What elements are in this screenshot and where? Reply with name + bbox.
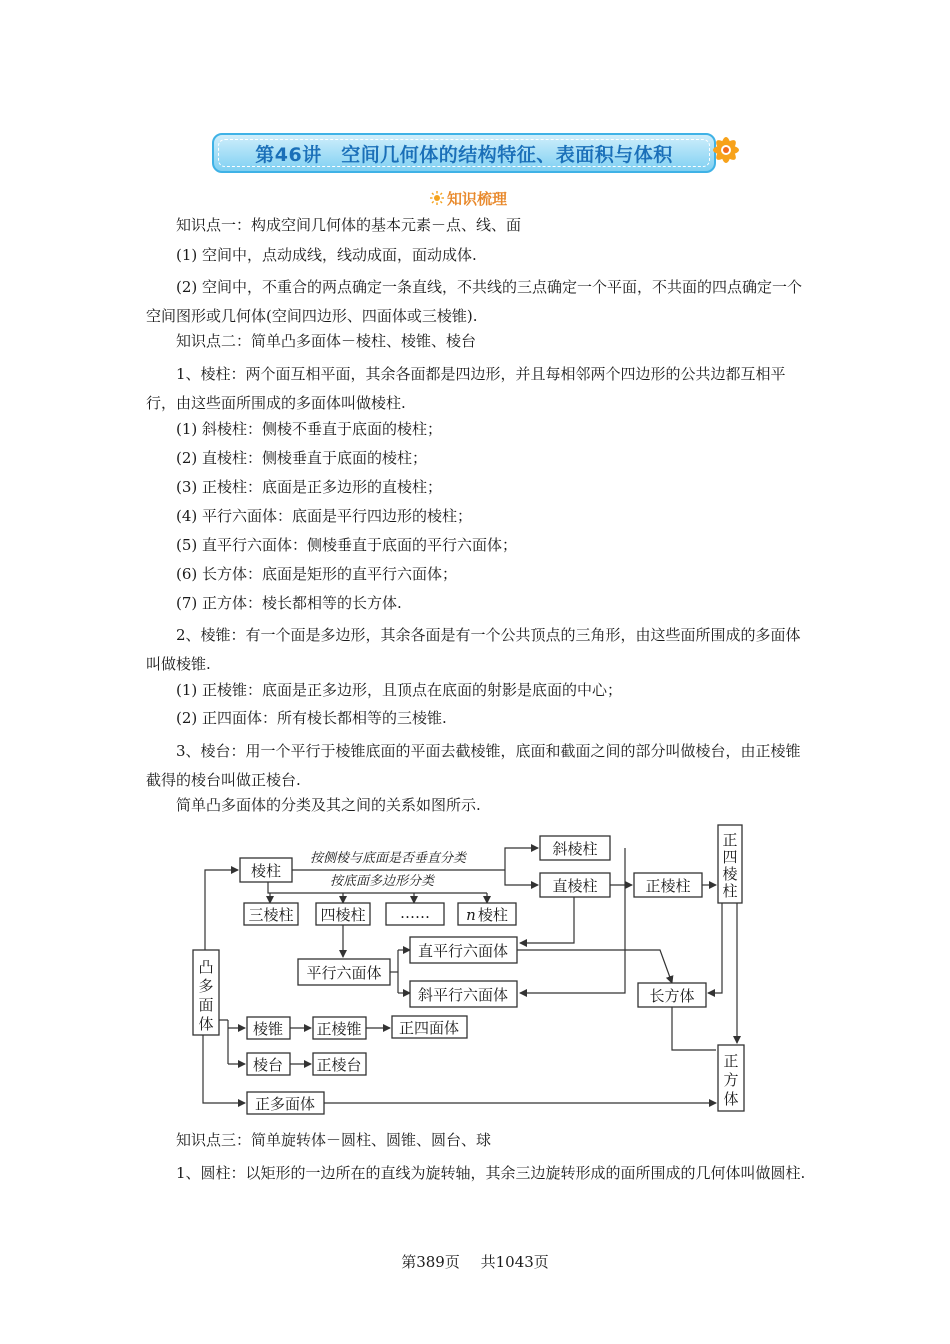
svg-text:正棱柱: 正棱柱 bbox=[645, 877, 691, 895]
node-regular-tetrahedron bbox=[392, 1016, 467, 1038]
node-prism bbox=[240, 858, 292, 882]
page-title: 第46讲 空间几何体的结构特征、表面积与体积 bbox=[255, 143, 673, 166]
n-variable: n bbox=[466, 906, 476, 924]
paragraph: (6) 长方体：底面是矩形的直平行六面体； bbox=[176, 565, 458, 583]
node-label: 正四棱柱 bbox=[722, 831, 738, 900]
node-label: 正方体 bbox=[723, 1052, 739, 1108]
node-right-parallelepiped bbox=[410, 937, 517, 963]
node-ellipsis bbox=[386, 903, 444, 925]
svg-text:斜棱柱: 斜棱柱 bbox=[552, 840, 598, 858]
svg-text:直平行六面体: 直平行六面体 bbox=[417, 942, 509, 960]
node-cuboid bbox=[638, 983, 706, 1007]
svg-text:正四面体: 正四面体 bbox=[398, 1019, 460, 1037]
paragraph: 知识点二：简单凸多面体－棱柱、棱锥、棱台 bbox=[176, 332, 477, 350]
node-label: 凸多面体 bbox=[198, 958, 214, 1033]
paragraph: 2、棱锥：有一个面是多边形，其余各面是有一个公共顶点的三角形，由这些面所围成的多面体叫做棱锥. bbox=[146, 626, 801, 673]
node-convex-polyhedron bbox=[193, 950, 219, 1035]
paragraph: 1、棱柱：两个面互相平面，其余各面都是四边形，并且每相邻两个四边形的公共边都互相平行，由这些面所围成的多面体叫做棱柱. bbox=[146, 365, 786, 412]
svg-text:n棱柱 bbox=[466, 906, 508, 924]
svg-text:四棱柱: 四棱柱 bbox=[320, 906, 366, 924]
svg-text:斜平行六面体: 斜平行六面体 bbox=[417, 986, 509, 1004]
svg-text:棱锥: 棱锥 bbox=[252, 1020, 284, 1038]
paragraph: 3、棱台：用一个平行于棱锥底面的平面去截棱锥，底面和截面之间的部分叫做棱台，由正棱锥截得的棱台叫做正棱台. bbox=[146, 742, 801, 789]
label-by-edge: 按侧棱与底面是否垂直分类 bbox=[310, 851, 467, 866]
node-regular-quad-prism bbox=[718, 825, 742, 903]
node-parallelepiped bbox=[298, 959, 390, 985]
paragraph: (4) 平行六面体：底面是平行四边形的棱柱； bbox=[176, 507, 473, 525]
n-suffix: 棱柱 bbox=[477, 906, 508, 924]
svg-text:平行六面体: 平行六面体 bbox=[306, 964, 382, 982]
node-n-prism bbox=[458, 903, 516, 925]
paragraph: 知识点三：简单旋转体－圆柱、圆锥、圆台、球 bbox=[176, 1131, 492, 1149]
page-total: 共1043页 bbox=[480, 1253, 549, 1271]
paragraph: (2) 正四面体：所有棱长都相等的三棱锥. bbox=[176, 709, 447, 727]
paragraph: (2) 空间中，不重合的两点确定一条直线，不共线的三点确定一个平面，不共面的四点确定一个空间图形或几何体(空间四边形、四面体或三棱锥). bbox=[146, 278, 803, 325]
node-oblique-parallelepiped bbox=[410, 981, 517, 1007]
svg-text:直棱柱: 直棱柱 bbox=[552, 877, 598, 895]
page-number: 第389页 bbox=[401, 1253, 460, 1271]
svg-text:正棱台: 正棱台 bbox=[316, 1056, 362, 1074]
node-regular-frustum bbox=[313, 1053, 366, 1075]
paragraph: 简单凸多面体的分类及其之间的关系如图所示. bbox=[176, 796, 481, 814]
label-by-base: 按底面多边形分类 bbox=[330, 874, 435, 889]
svg-text:棱柱: 棱柱 bbox=[250, 862, 282, 880]
paragraph: (5) 直平行六面体：侧棱垂直于底面的平行六面体； bbox=[176, 536, 518, 554]
node-oblique-prism bbox=[540, 836, 610, 860]
svg-text:三棱柱: 三棱柱 bbox=[248, 906, 294, 924]
paragraph: (7) 正方体：棱长都相等的长方体. bbox=[176, 594, 402, 612]
node-frustum bbox=[247, 1053, 290, 1075]
node-cube bbox=[718, 1045, 744, 1111]
paragraph: (1) 正棱锥：底面是正多边形，且顶点在底面的射影是底面的中心； bbox=[176, 681, 623, 699]
node-pyramid bbox=[247, 1017, 290, 1039]
node-quadrangular-prism bbox=[316, 903, 370, 925]
paragraph: 1、圆柱：以矩形的一边所在的直线为旋转轴，其余三边旋转形成的面所围成的几何体叫做圆柱. bbox=[176, 1164, 806, 1182]
svg-text:长方体: 长方体 bbox=[649, 987, 695, 1005]
section-title: 知识梳理 bbox=[447, 189, 508, 208]
page-footer bbox=[0, 1251, 950, 1272]
paragraph: 知识点一：构成空间几何体的基本元素－点、线、面 bbox=[176, 216, 522, 234]
paragraph: (1) 斜棱柱：侧棱不垂直于底面的棱柱； bbox=[176, 420, 443, 438]
node-regular-pyramid bbox=[313, 1017, 366, 1039]
node-right-prism bbox=[540, 873, 610, 897]
svg-text:棱台: 棱台 bbox=[252, 1056, 284, 1074]
svg-text:正棱锥: 正棱锥 bbox=[316, 1020, 362, 1038]
paragraph: (2) 直棱柱：侧棱垂直于底面的棱柱； bbox=[176, 449, 428, 467]
paragraph: (3) 正棱柱：底面是正多边形的直棱柱； bbox=[176, 478, 443, 496]
node-regular-polyhedron bbox=[247, 1092, 324, 1114]
svg-text:正多面体: 正多面体 bbox=[254, 1095, 316, 1113]
node-regular-prism bbox=[634, 873, 702, 897]
paragraph: (1) 空间中，点动成线，线动成面，面动成体. bbox=[176, 246, 477, 264]
node-triangular-prism bbox=[244, 903, 298, 925]
svg-text:……: …… bbox=[400, 904, 430, 922]
